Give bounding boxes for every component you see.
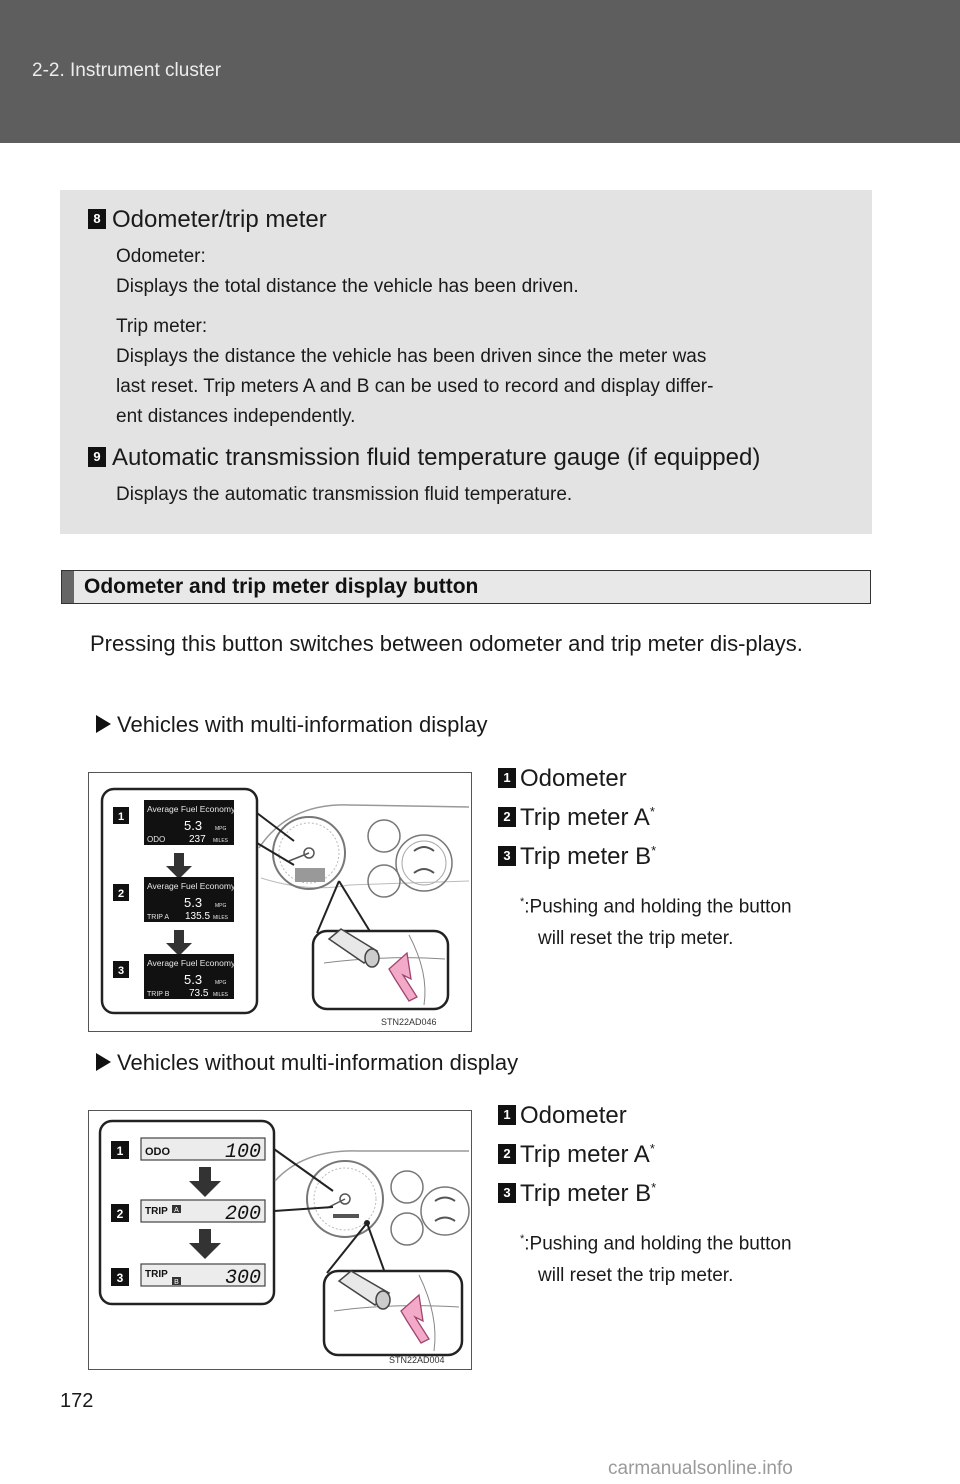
plain-row-1-label: ODO [145, 1146, 171, 1158]
figure-shape [275, 1151, 469, 1181]
figure-shape [259, 805, 469, 848]
mid-row-3-fuel-value: 5.3 [184, 972, 203, 987]
plain-row-3-sub: B [174, 1279, 179, 1286]
figure-shape [189, 1243, 221, 1259]
note-with-mid-mark: * [520, 896, 525, 908]
mid-row-3-fuel-unit: MPG [215, 980, 227, 986]
mid-row-2-distance-unit: MILES [213, 915, 229, 921]
note-without-mid-line-1: :Pushing and holding the button [524, 1233, 792, 1255]
plain-row-1-number: 1 [116, 1144, 124, 1158]
figure-shape [261, 878, 469, 888]
plain-row-3-value: 300 [224, 1267, 261, 1290]
item-9-badge: 9 [88, 447, 106, 467]
legend-with-mid-text-2: Trip meter A [520, 804, 650, 831]
legend-with-mid-badge-1: 1 [498, 768, 516, 788]
figure-shape [391, 1213, 423, 1245]
legend-without-mid-badge-3: 3 [498, 1183, 516, 1203]
trip-meter-description-line-2: last reset. Trip meters A and B can be used to record and display differ- [116, 376, 714, 397]
note-without-mid [520, 1223, 866, 1292]
figure-shape [174, 930, 184, 944]
mid-row-3-value: 73.5 [189, 988, 209, 999]
mid-row-3-number: 3 [117, 965, 125, 977]
legend-without-mid-badge-1: 1 [498, 1105, 516, 1125]
figure-without-mid-illustration [89, 1111, 473, 1371]
legend-with-mid-trip-b [498, 843, 656, 871]
mid-row-2-fuel-unit: MPG [215, 903, 227, 909]
figure-shape [367, 1223, 385, 1273]
plain-row-2-sub: A [174, 1207, 179, 1214]
legend-without-mid-trip-a [498, 1141, 655, 1169]
figure-shape [376, 1291, 390, 1309]
bullet-with-mid [96, 712, 488, 738]
legend-without-mid-badge-2: 2 [498, 1144, 516, 1164]
note-with-mid-line-2: will reset the trip meter. [538, 928, 734, 950]
mid-row-1-value: 237 [189, 834, 206, 845]
figure-shape [317, 881, 339, 933]
mid-row-1-fuel-unit: MPG [215, 826, 227, 832]
bullet-without-mid-text: Vehicles without multi-information display [117, 1050, 519, 1075]
figure-shape [274, 1207, 333, 1211]
legend-with-mid-text-3: Trip meter B [520, 843, 652, 870]
figure-shape [391, 1171, 423, 1203]
figure-shape [327, 1223, 367, 1273]
figure-shape [295, 868, 325, 882]
note-without-mid-mark: * [520, 1233, 525, 1245]
legend-without-mid-mark-3: * [651, 1180, 657, 1195]
figure-shape [414, 847, 434, 851]
mid-row-2-number: 2 [117, 888, 125, 900]
page-number: 172 [60, 1390, 94, 1412]
mid-row-1-distance-unit: MILES [213, 838, 229, 844]
mid-row-2-heading: Average Fuel Economy [147, 881, 236, 891]
legend-without-mid-odometer [498, 1102, 627, 1130]
legend-with-mid-mark-3: * [651, 843, 657, 858]
figure-shape [274, 1149, 333, 1191]
item-8-heading [88, 206, 327, 234]
bullet-triangle-icon [96, 715, 111, 733]
note-with-mid [520, 886, 866, 955]
legend-with-mid-badge-2: 2 [498, 807, 516, 827]
mid-row-2-fuel-value: 5.3 [184, 895, 203, 910]
item-9-title: Automatic transmission fluid temperature gauge (if equipped) [112, 444, 761, 471]
legend-without-mid-trip-b [498, 1180, 656, 1208]
legend-without-mid-text-1: Odometer [520, 1102, 627, 1129]
item-8-badge: 8 [88, 209, 106, 229]
plain-row-3-number: 3 [116, 1271, 124, 1285]
bullet-without-mid [96, 1050, 518, 1076]
item-8-title: Odometer/trip meter [112, 206, 327, 233]
figure-shape [421, 1187, 469, 1235]
legend-without-mid-mark-2: * [649, 1141, 655, 1156]
plain-row-2-label: TRIP [145, 1206, 168, 1217]
figure-shape [189, 1181, 221, 1197]
figure-shape [257, 813, 294, 841]
section-title: Odometer and trip meter display button [84, 575, 479, 598]
mid-row-3-label: TRIP B [147, 991, 170, 998]
figure-shape [368, 820, 400, 852]
figure-shape [368, 865, 400, 897]
legend-with-mid-trip-a [498, 804, 655, 832]
section-heading-accent [62, 571, 74, 603]
note-without-mid-line-2: will reset the trip meter. [538, 1265, 734, 1287]
item-9-heading [88, 444, 760, 472]
page-header [0, 0, 960, 143]
legend-with-mid-odometer [498, 765, 627, 793]
mid-row-1-number: 1 [117, 811, 125, 823]
figure-without-mid-code: STN22AD004 [389, 1355, 445, 1365]
trip-meter-description-line-1: Displays the distance the vehicle has been driven since the meter was [116, 346, 707, 367]
odometer-label: Odometer: [116, 246, 206, 267]
trip-meter-label: Trip meter: [116, 316, 208, 337]
legend-without-mid-text-2: Trip meter A [520, 1141, 650, 1168]
figure-without-mid [88, 1110, 472, 1370]
info-box [60, 190, 872, 534]
watermark: carmanualsonline.info [608, 1458, 793, 1479]
figure-shape [435, 1198, 455, 1202]
figure-shape [414, 869, 434, 873]
legend-with-mid-text-1: Odometer [520, 765, 627, 792]
section-heading-bar [61, 570, 871, 604]
bullet-with-mid-text: Vehicles with multi-information display [117, 712, 488, 737]
legend-with-mid-badge-3: 3 [498, 846, 516, 866]
figure-shape [365, 949, 379, 967]
figure-with-mid-illustration [89, 773, 473, 1033]
mid-row-3-distance-unit: MILES [213, 992, 229, 998]
note-with-mid-line-1: :Pushing and holding the button [524, 896, 792, 918]
header-section-title: 2-2. Instrument cluster [32, 60, 222, 81]
figure-shape [257, 843, 294, 865]
figure-shape [339, 881, 374, 938]
legend-without-mid-text-3: Trip meter B [520, 1180, 652, 1207]
figure-shape [199, 1229, 211, 1245]
plain-row-2-number: 2 [116, 1207, 124, 1221]
figure-shape [174, 853, 184, 867]
item-9-description: Displays the automatic transmission fluid temperature. [116, 484, 573, 505]
figure-with-mid [88, 772, 472, 1032]
odometer-description: Displays the total distance the vehicle has been driven. [116, 276, 579, 297]
section-body-text: Pressing this button switches between odometer and trip meter dis-plays. [90, 631, 803, 656]
mid-row-2-value: 135.5 [185, 911, 211, 922]
plain-row-1-value: 100 [224, 1141, 261, 1164]
mid-row-1-heading: Average Fuel Economy [147, 804, 236, 814]
figure-shape [333, 1214, 359, 1218]
mid-row-1-label: ODO [147, 835, 166, 844]
plain-row-2-value: 200 [224, 1203, 261, 1226]
mid-row-3-heading: Average Fuel Economy [147, 958, 236, 968]
figure-with-mid-code: STN22AD046 [381, 1017, 437, 1027]
mid-row-1-fuel-value: 5.3 [184, 818, 203, 833]
trip-meter-description-line-3: ent distances independently. [116, 406, 356, 427]
plain-row-3-label: TRIP [145, 1269, 168, 1280]
mid-row-2-label: TRIP A [147, 914, 170, 921]
figure-shape [199, 1167, 211, 1183]
figure-shape [435, 1218, 455, 1222]
bullet-triangle-icon [96, 1053, 111, 1071]
legend-with-mid-mark-2: * [649, 804, 655, 819]
